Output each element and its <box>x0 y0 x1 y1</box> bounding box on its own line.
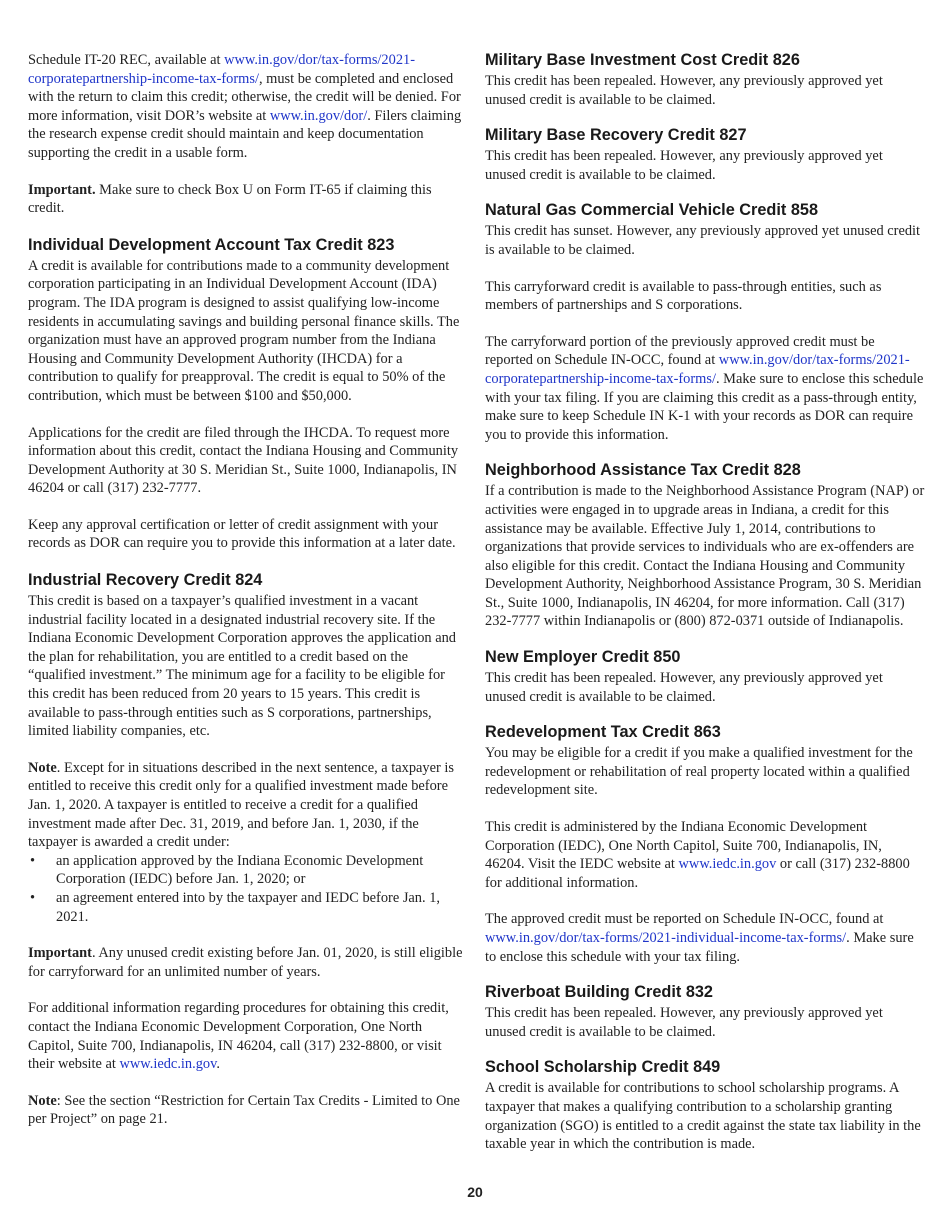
ssc-paragraph: A credit is available for contributions to school scholarship programs. A taxpayer that makes a qualifying contribution to a scholarship granting organization (SGO) is entitled to a credit against the state tax liability in the taxable year in which the contribution is made. <box>485 1080 921 1153</box>
ngcv-paragraph-3: The carryforward portion of the previously approved credit must be reported on Schedule IN-OCC, found at www.in.gov/dor/tax-forms/2021-corporatepartnership-income-tax-forms/. Make sure to enclose this schedule with your tax filing. If you are claiming this credit as a pass-through entity, make sure to keep Schedule IN K-1 with your records as DOR can require you to provide this information. <box>485 333 924 443</box>
irc-important: Important. Any unused credit existing before Jan. 01, 2020, is still eligible for carryforward for an unlimited number of years. <box>28 945 463 980</box>
ida-paragraph-1: A credit is available for contributions made to a community development corporation participating in an Individual Development Account (IDA) program. The IDA program is designed to assist qualifying low-income residents in accumulating savings and building personal finance skills. The organization must have an approved program number from the Indiana Housing and Community Development Authority (IHCDA) for a contribution to qualify for preapproval. The credit is equal to 50% of the contribution, which must be between $100 and $50,000. <box>28 257 460 404</box>
rtc-iedc-link[interactable]: www.iedc.in.gov <box>678 856 777 873</box>
list-item: • an application approved by the Indiana Economic Development Corporation (IEDC) before Jan. 1, 2020; or <box>28 852 468 889</box>
section-ngcv <box>485 201 925 444</box>
irc-paragraph-1: This credit is based on a taxpayer’s qualified investment in a vacant industrial facility located in a designated industrial recovery site. If the Indiana Economic Development Corporation approves the application and the plan for rehabilitation, you are entitled to a credit based on the “qualified investment.” The minimum age for a facility to be eligible for this credit has been reduced from 20 years to 15 years. This credit is available to pass-through entities such as S corporations, partnerships, limited liability companies, etc. <box>28 593 456 740</box>
corporate-forms-link[interactable]: www.in.gov/dor/tax-forms/2021-corporatepartnership-income-tax-forms/ <box>28 52 416 87</box>
page-number: 20 <box>467 1184 483 1200</box>
right-column <box>485 51 925 1171</box>
section-heading-ida: Individual Development Account Tax Credit 823 <box>28 235 395 254</box>
section-heading-mbic: Military Base Investment Cost Credit 826 <box>485 51 800 69</box>
section-rtc <box>485 723 925 966</box>
important-box-u: Important. Make sure to check Box U on Form IT-65 if claiming this credit. <box>28 181 432 217</box>
section-rbc <box>485 983 925 1041</box>
irc-note: Note. Except for in situations described in the next sentence, a taxpayer is entitled to receive this credit only for a qualified investment made before Jan. 1, 2020. A taxpayer is entitled to receive a credit for a qualified investment made after Dec. 31, 2019, and before Jan. 1, 2030, if the taxpayer is awarded a credit under: <box>28 759 454 851</box>
ida-paragraph-2: Applications for the credit are filed through the IHCDA. To request more information about this credit, contact the Indiana Housing and Community Development Authority at 30 S. Meridian St., Suite 1000, Indianapolis, IN 46204 or call (317) 232-7777. <box>28 424 459 497</box>
section-nap <box>485 461 925 631</box>
rtc-paragraph-3: The approved credit must be reported on Schedule IN-OCC, found at www.in.gov/dor/tax-forms/2021-individual-income-tax-forms/. Make sure to enclose this schedule with your tax filing. <box>485 911 914 965</box>
rbc-paragraph: This credit has been repealed. However, any previously approved yet unused credit is available to be claimed. <box>485 1005 883 1040</box>
rtc-forms-link[interactable]: www.in.gov/dor/tax-forms/2021-individual-income-tax-forms/ <box>485 930 847 946</box>
rtc-paragraph-1: You may be eligible for a credit if you make a qualified investment for the redevelopment or rehabilitation of real property located within a qualified redevelopment site. <box>485 745 913 799</box>
left-column <box>28 51 468 1147</box>
ngcv-paragraph-1: This credit has sunset. However, any previously approved yet unused credit is available to be claimed. <box>485 223 921 258</box>
dor-website-link[interactable]: www.in.gov/dor/ <box>269 107 368 124</box>
nec-paragraph: This credit has been repealed. However, any previously approved yet unused credit is available to be claimed. <box>485 670 883 705</box>
section-mbic <box>485 51 925 109</box>
section-heading-irc: Industrial Recovery Credit 824 <box>28 571 263 590</box>
section-nec <box>485 648 925 706</box>
ngcv-forms-link[interactable]: www.in.gov/dor/tax-forms/2021-corporatepartnership-income-tax-forms/ <box>485 352 910 387</box>
ida-paragraph-3: Keep any approval certification or letter of credit assignment with your records as DOR can require you to provide this information at a later date. <box>28 516 456 552</box>
irc-bullet-list <box>28 852 468 926</box>
irc-contact-paragraph: For additional information regarding procedures for obtaining this credit, contact the Indiana Economic Development Corporation, One North Capitol, Suite 700, Indianapolis, IN 46204, call (317) 232-8800, or visit their website at www.iedc.in.gov. <box>28 1000 449 1073</box>
section-heading-mbrc: Military Base Recovery Credit 827 <box>485 126 747 145</box>
ngcv-paragraph-2: This carryforward credit is available to pass-through entities, such as members of partnerships and S corporations. <box>485 278 882 314</box>
irc-note-2: Note: See the section “Restriction for Certain Tax Credits - Limited to One per Project” on page 21. <box>28 1092 460 1128</box>
section-heading-nec: New Employer Credit 850 <box>485 648 681 667</box>
iedc-website-link[interactable]: www.iedc.in.gov <box>119 1056 217 1073</box>
rtc-paragraph-2: This credit is administered by the Indiana Economic Development Corporation (IEDC), One North Capitol, Suite 700, Indianapolis, IN, 46204. Visit the IEDC website at www.iedc.in.gov or call (317) 232-8800 for additional information. <box>485 819 910 891</box>
intro-paragraph: Schedule IT-20 REC, available at www.in.gov/dor/tax-forms/2021-corporatepartnership-income-tax-forms/, must be completed and enclosed with the return to claim this credit; otherwise, the credit will be denied. For more information, visit DOR’s website at www.in.gov/dor/. Filers claiming the research expense credit should maintain and keep documentation supporting the credit in a usable form. <box>28 52 462 161</box>
list-item: • an agreement entered into by the taxpayer and IEDC before Jan. 1, 2021. <box>28 889 468 926</box>
nap-paragraph: If a contribution is made to the Neighborhood Assistance Program (NAP) or activities were engaged in to upgrade areas in Indiana, a credit for this assistance may be available. Effective July 1, 2014, contributions to organizations that provide services to individuals who are ex-offenders are also eligible for this credit. Contact the Indiana Housing and Community Development Authority, Neighborhood Assistance Program, 30 S. Meridian St., Suite 1000, Indianapolis, IN 46204, for more information. Call (317) 232-7777 within Indianapolis or (800) 872-0371 outside of Indianapolis. <box>485 483 925 630</box>
section-ssc <box>485 1058 925 1153</box>
section-heading-nap: Neighborhood Assistance Tax Credit 828 <box>485 461 801 480</box>
section-heading-ssc: School Scholarship Credit 849 <box>485 1058 721 1077</box>
mbrc-paragraph: This credit has been repealed. However, any previously approved yet unused credit is available to be claimed. <box>485 148 883 183</box>
section-mbrc <box>485 126 925 184</box>
mbic-paragraph: This credit has been repealed. However, any previously approved yet unused credit is available to be claimed. <box>485 73 883 108</box>
section-heading-rbc: Riverboat Building Credit 832 <box>485 983 713 1002</box>
section-heading-rtc: Redevelopment Tax Credit 863 <box>485 723 721 742</box>
section-heading-ngcv: Natural Gas Commercial Vehicle Credit 858 <box>485 201 819 220</box>
